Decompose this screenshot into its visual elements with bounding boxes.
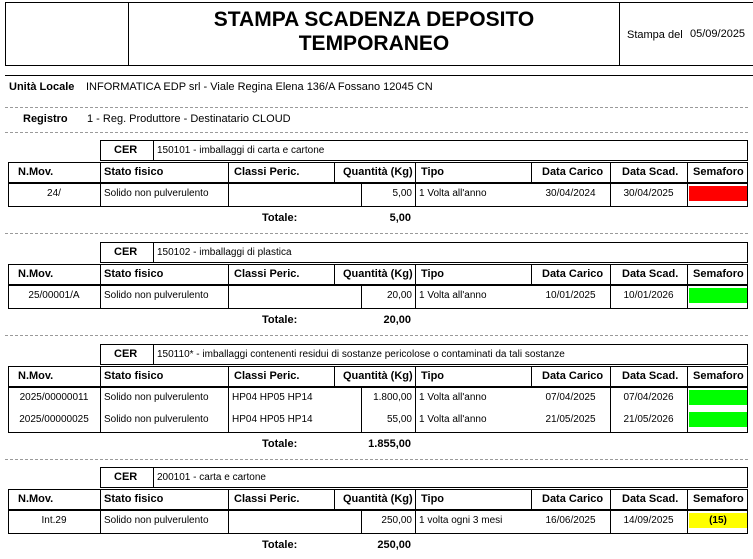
cer-label: CER (114, 471, 138, 483)
column-header-data-scad: Data Scad. (622, 166, 679, 178)
column-header-stato: Stato fisico (104, 166, 164, 178)
cell-nmov: 2025/00000025 (19, 414, 89, 425)
semaforo-indicator (689, 390, 747, 405)
cell-qta: 55,00 (386, 414, 412, 425)
column-header-data-carico: Data Carico (542, 268, 604, 280)
cell-data-carico: 21/05/2025 (545, 414, 596, 425)
column-divider (531, 489, 532, 510)
column-divider (610, 162, 611, 183)
cer-description: 150102 - imballaggi di plastica (157, 247, 292, 258)
cell-stato: Solido non pulverulento (104, 188, 209, 199)
cell-stato: Solido non pulverulento (104, 392, 209, 403)
column-divider (531, 264, 532, 285)
cell-tipo: 1 Volta all'anno (419, 290, 487, 301)
cell-data-scad: 30/04/2025 (623, 188, 674, 199)
column-header-semaforo: Semaforo (693, 166, 744, 178)
column-header-qta: Quantità (Kg) (343, 493, 413, 505)
column-header-data-carico: Data Carico (542, 370, 604, 382)
column-header-tipo: Tipo (421, 166, 445, 178)
cell-tipo: 1 Volta all'anno (419, 414, 487, 425)
group-separator (5, 233, 748, 234)
column-header-qta: Quantità (Kg) (343, 370, 413, 382)
semaforo-indicator: (15) (689, 513, 747, 528)
cell-data-scad: 10/01/2026 (623, 290, 674, 301)
column-divider (531, 162, 532, 183)
column-header-nmov: N.Mov. (18, 370, 54, 382)
cer-divider (153, 467, 154, 488)
cer-description: 200101 - carta e cartone (157, 472, 266, 483)
column-divider (100, 366, 101, 387)
column-header-data-scad: Data Scad. (622, 493, 679, 505)
column-divider (334, 366, 335, 387)
column-divider (100, 489, 101, 510)
cell-qta: 20,00 (386, 290, 412, 301)
column-header-classi: Classi Peric. (234, 166, 300, 178)
cell-qta: 1.800,00 (373, 392, 412, 403)
group-separator (5, 335, 748, 336)
cell-tipo: 1 Volta all'anno (419, 392, 487, 403)
column-divider (415, 489, 416, 510)
cell-qta: 250,00 (381, 515, 412, 526)
cell-nmov: 24/ (47, 188, 61, 199)
cer-divider (153, 140, 154, 161)
column-header-data-carico: Data Carico (542, 493, 604, 505)
column-divider (100, 162, 101, 183)
cell-data-carico: 07/04/2025 (545, 392, 596, 403)
column-header-data-carico: Data Carico (542, 166, 604, 178)
cer-label: CER (114, 348, 138, 360)
column-divider (687, 264, 688, 285)
column-divider (687, 489, 688, 510)
cell-data-scad: 07/04/2026 (623, 392, 674, 403)
totale-label: Totale: (262, 539, 298, 551)
register-label: Registro (23, 113, 68, 125)
cell-stato: Solido non pulverulento (104, 414, 209, 425)
semaforo-indicator (689, 412, 747, 427)
column-header-stato: Stato fisico (104, 493, 164, 505)
column-divider (334, 489, 335, 510)
column-header-semaforo: Semaforo (693, 370, 744, 382)
column-divider (415, 264, 416, 285)
column-divider (687, 366, 688, 387)
totale-label: Totale: (262, 212, 298, 224)
column-divider (228, 489, 229, 510)
column-divider (687, 162, 688, 183)
cer-description: 150110* - imballaggi contenenti residui di sostanze pericolose o contaminati da tali sostanze (157, 349, 565, 360)
header-divider-right (619, 2, 620, 66)
cer-description: 150101 - imballaggi di carta e cartone (157, 145, 325, 156)
register-separator (5, 132, 748, 133)
column-divider (531, 366, 532, 387)
column-header-qta: Quantità (Kg) (343, 166, 413, 178)
semaforo-indicator (689, 186, 747, 201)
column-header-stato: Stato fisico (104, 370, 164, 382)
column-divider (334, 162, 335, 183)
column-header-nmov: N.Mov. (18, 166, 54, 178)
column-divider (415, 162, 416, 183)
column-divider (610, 366, 611, 387)
totale-value: 1.855,00 (368, 438, 411, 450)
column-divider (610, 264, 611, 285)
column-header-classi: Classi Peric. (234, 268, 300, 280)
column-header-data-scad: Data Scad. (622, 268, 679, 280)
cell-qta: 5,00 (392, 188, 412, 199)
column-divider (334, 264, 335, 285)
column-header-semaforo: Semaforo (693, 493, 744, 505)
column-divider (415, 366, 416, 387)
unit-value: INFORMATICA EDP srl - Viale Regina Elena 136/A Fossano 12045 CN (86, 81, 433, 93)
column-divider (100, 264, 101, 285)
cell-data-scad: 21/05/2026 (623, 414, 674, 425)
register-value: 1 - Reg. Produttore - Destinatario CLOUD (87, 113, 291, 125)
column-header-stato: Stato fisico (104, 268, 164, 280)
column-header-classi: Classi Peric. (234, 493, 300, 505)
cell-data-carico: 10/01/2025 (545, 290, 596, 301)
column-header-semaforo: Semaforo (693, 268, 744, 280)
cell-classi: HP04 HP05 HP14 (232, 392, 313, 403)
column-header-tipo: Tipo (421, 268, 445, 280)
report-title-line1: STAMPA SCADENZA DEPOSITO (213, 8, 535, 31)
column-header-tipo: Tipo (421, 493, 445, 505)
cell-tipo: 1 volta ogni 3 mesi (419, 515, 503, 526)
totale-value: 20,00 (383, 314, 411, 326)
cer-divider (153, 242, 154, 263)
cer-label: CER (114, 246, 138, 258)
cell-nmov: 25/00001/A (28, 290, 80, 301)
cell-classi: HP04 HP05 HP14 (232, 414, 313, 425)
column-divider (610, 489, 611, 510)
cell-stato: Solido non pulverulento (104, 515, 209, 526)
unit-label: Unità Locale (9, 81, 75, 93)
cer-divider (153, 344, 154, 365)
print-date-label: Stampa del (627, 29, 683, 41)
unit-separator (5, 107, 748, 108)
unit-top-rule (5, 75, 753, 76)
totale-label: Totale: (262, 438, 298, 450)
cell-tipo: 1 Volta all'anno (419, 188, 487, 199)
cer-label: CER (114, 144, 138, 156)
column-header-nmov: N.Mov. (18, 493, 54, 505)
totale-value: 5,00 (389, 212, 411, 224)
column-divider (228, 366, 229, 387)
column-divider (228, 264, 229, 285)
cell-data-carico: 16/06/2025 (545, 515, 596, 526)
cell-nmov: Int.29 (41, 515, 67, 526)
cell-data-carico: 30/04/2024 (545, 188, 596, 199)
group-separator (5, 459, 748, 460)
cell-stato: Solido non pulverulento (104, 290, 209, 301)
column-header-data-scad: Data Scad. (622, 370, 679, 382)
totale-value: 250,00 (377, 539, 411, 551)
column-header-tipo: Tipo (421, 370, 445, 382)
report-title-line2: TEMPORANEO (298, 32, 450, 55)
column-divider (228, 162, 229, 183)
column-header-nmov: N.Mov. (18, 268, 54, 280)
print-date: 05/09/2025 (690, 28, 746, 40)
column-header-classi: Classi Peric. (234, 370, 300, 382)
semaforo-indicator (689, 288, 747, 303)
column-header-qta: Quantità (Kg) (343, 268, 413, 280)
totale-label: Totale: (262, 314, 298, 326)
report-title (129, 8, 619, 56)
cell-data-scad: 14/09/2025 (623, 515, 674, 526)
cell-nmov: 2025/00000011 (19, 392, 89, 403)
